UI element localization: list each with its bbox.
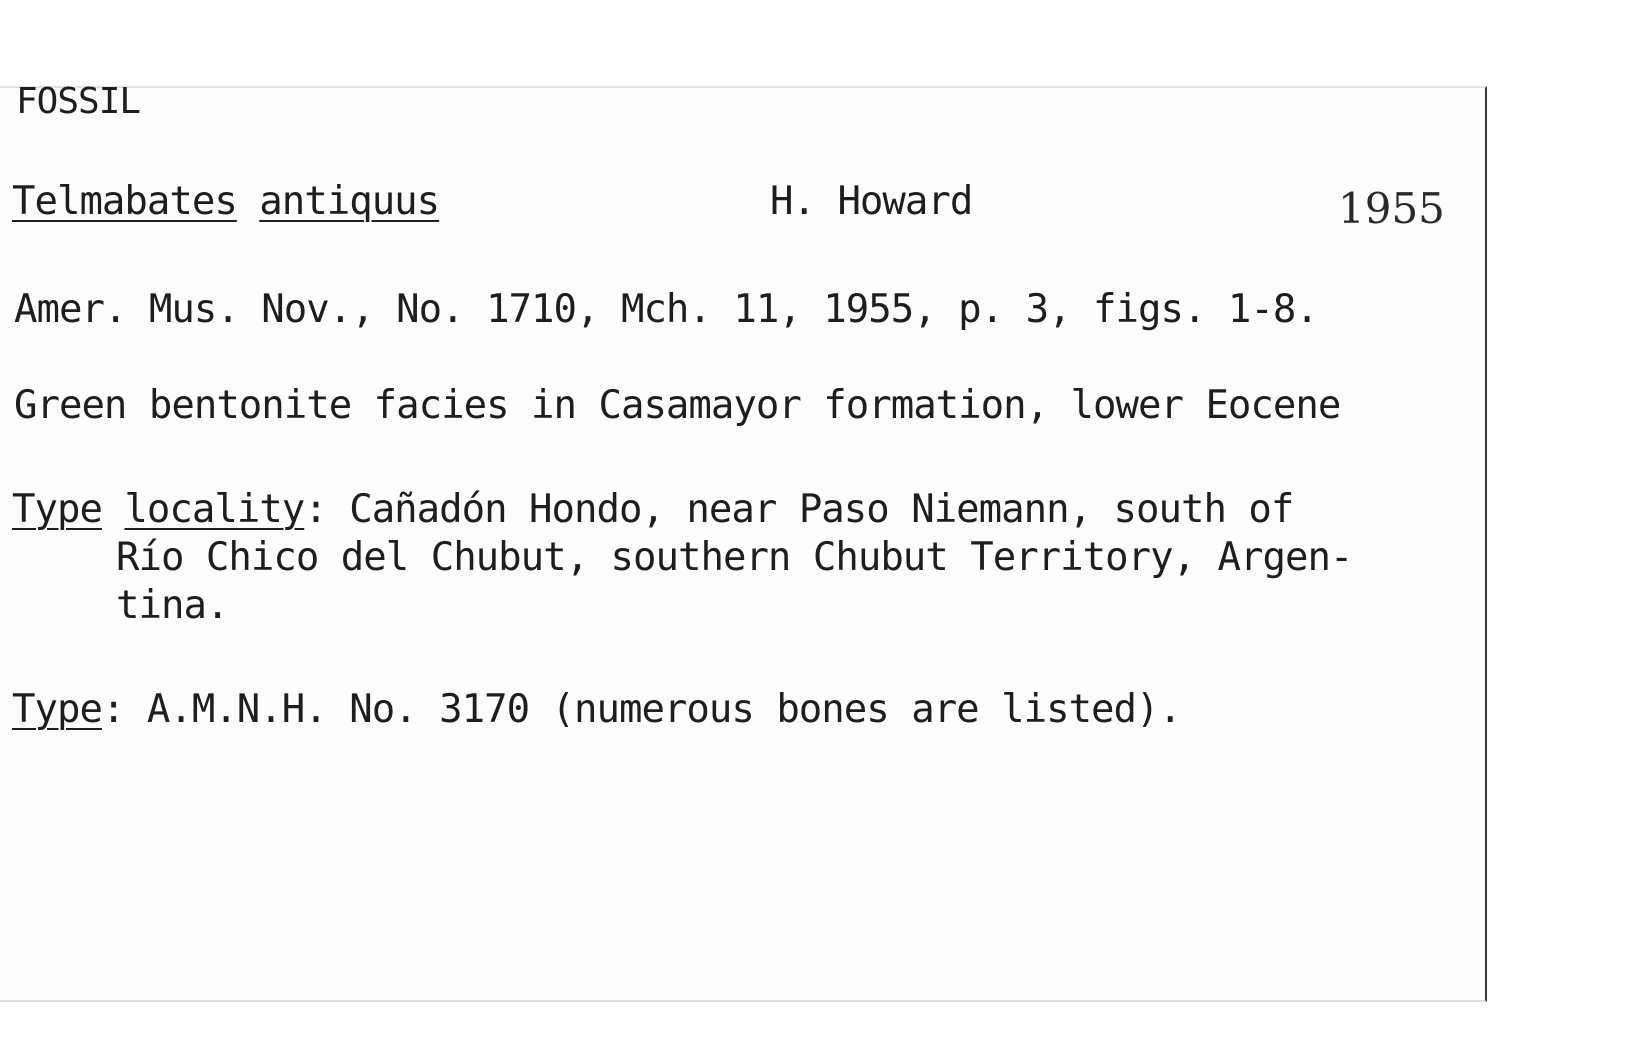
category-label: FOSSIL	[16, 81, 141, 122]
type-locality-text-1: Cañadón Hondo, near Paso Niemann, south of	[349, 487, 1294, 532]
type-locality-line-1	[12, 487, 1294, 532]
species-epithet: antiquus	[259, 179, 440, 224]
type-separator: :	[101, 687, 125, 732]
year: 1955	[1338, 184, 1445, 233]
type-locality-separator: :	[304, 487, 327, 532]
type-label: Type	[12, 687, 102, 732]
reference-citation: Amer. Mus. Nov., No. 1710, Mch. 11, 1955, p. 3, figs. 1-8.	[14, 287, 1318, 332]
type-specimen-value: A.M.N.H. No. 3170 (numerous bones are listed).	[146, 687, 1181, 732]
author-name: H. Howard	[770, 179, 973, 224]
type-locality-label-locality: locality	[124, 487, 305, 532]
type-locality-label-type: Type	[12, 487, 102, 532]
type-locality-line-2: Río Chico del Chubut, southern Chubut Territory, Argen-	[116, 535, 1353, 580]
horizon-description: Green bentonite facies in Casamayor formation, lower Eocene	[14, 383, 1341, 428]
genus-name: Telmabates	[12, 179, 237, 224]
species-name	[12, 179, 440, 224]
type-specimen-line	[12, 687, 1181, 732]
type-locality-line-3: tina.	[116, 583, 229, 628]
